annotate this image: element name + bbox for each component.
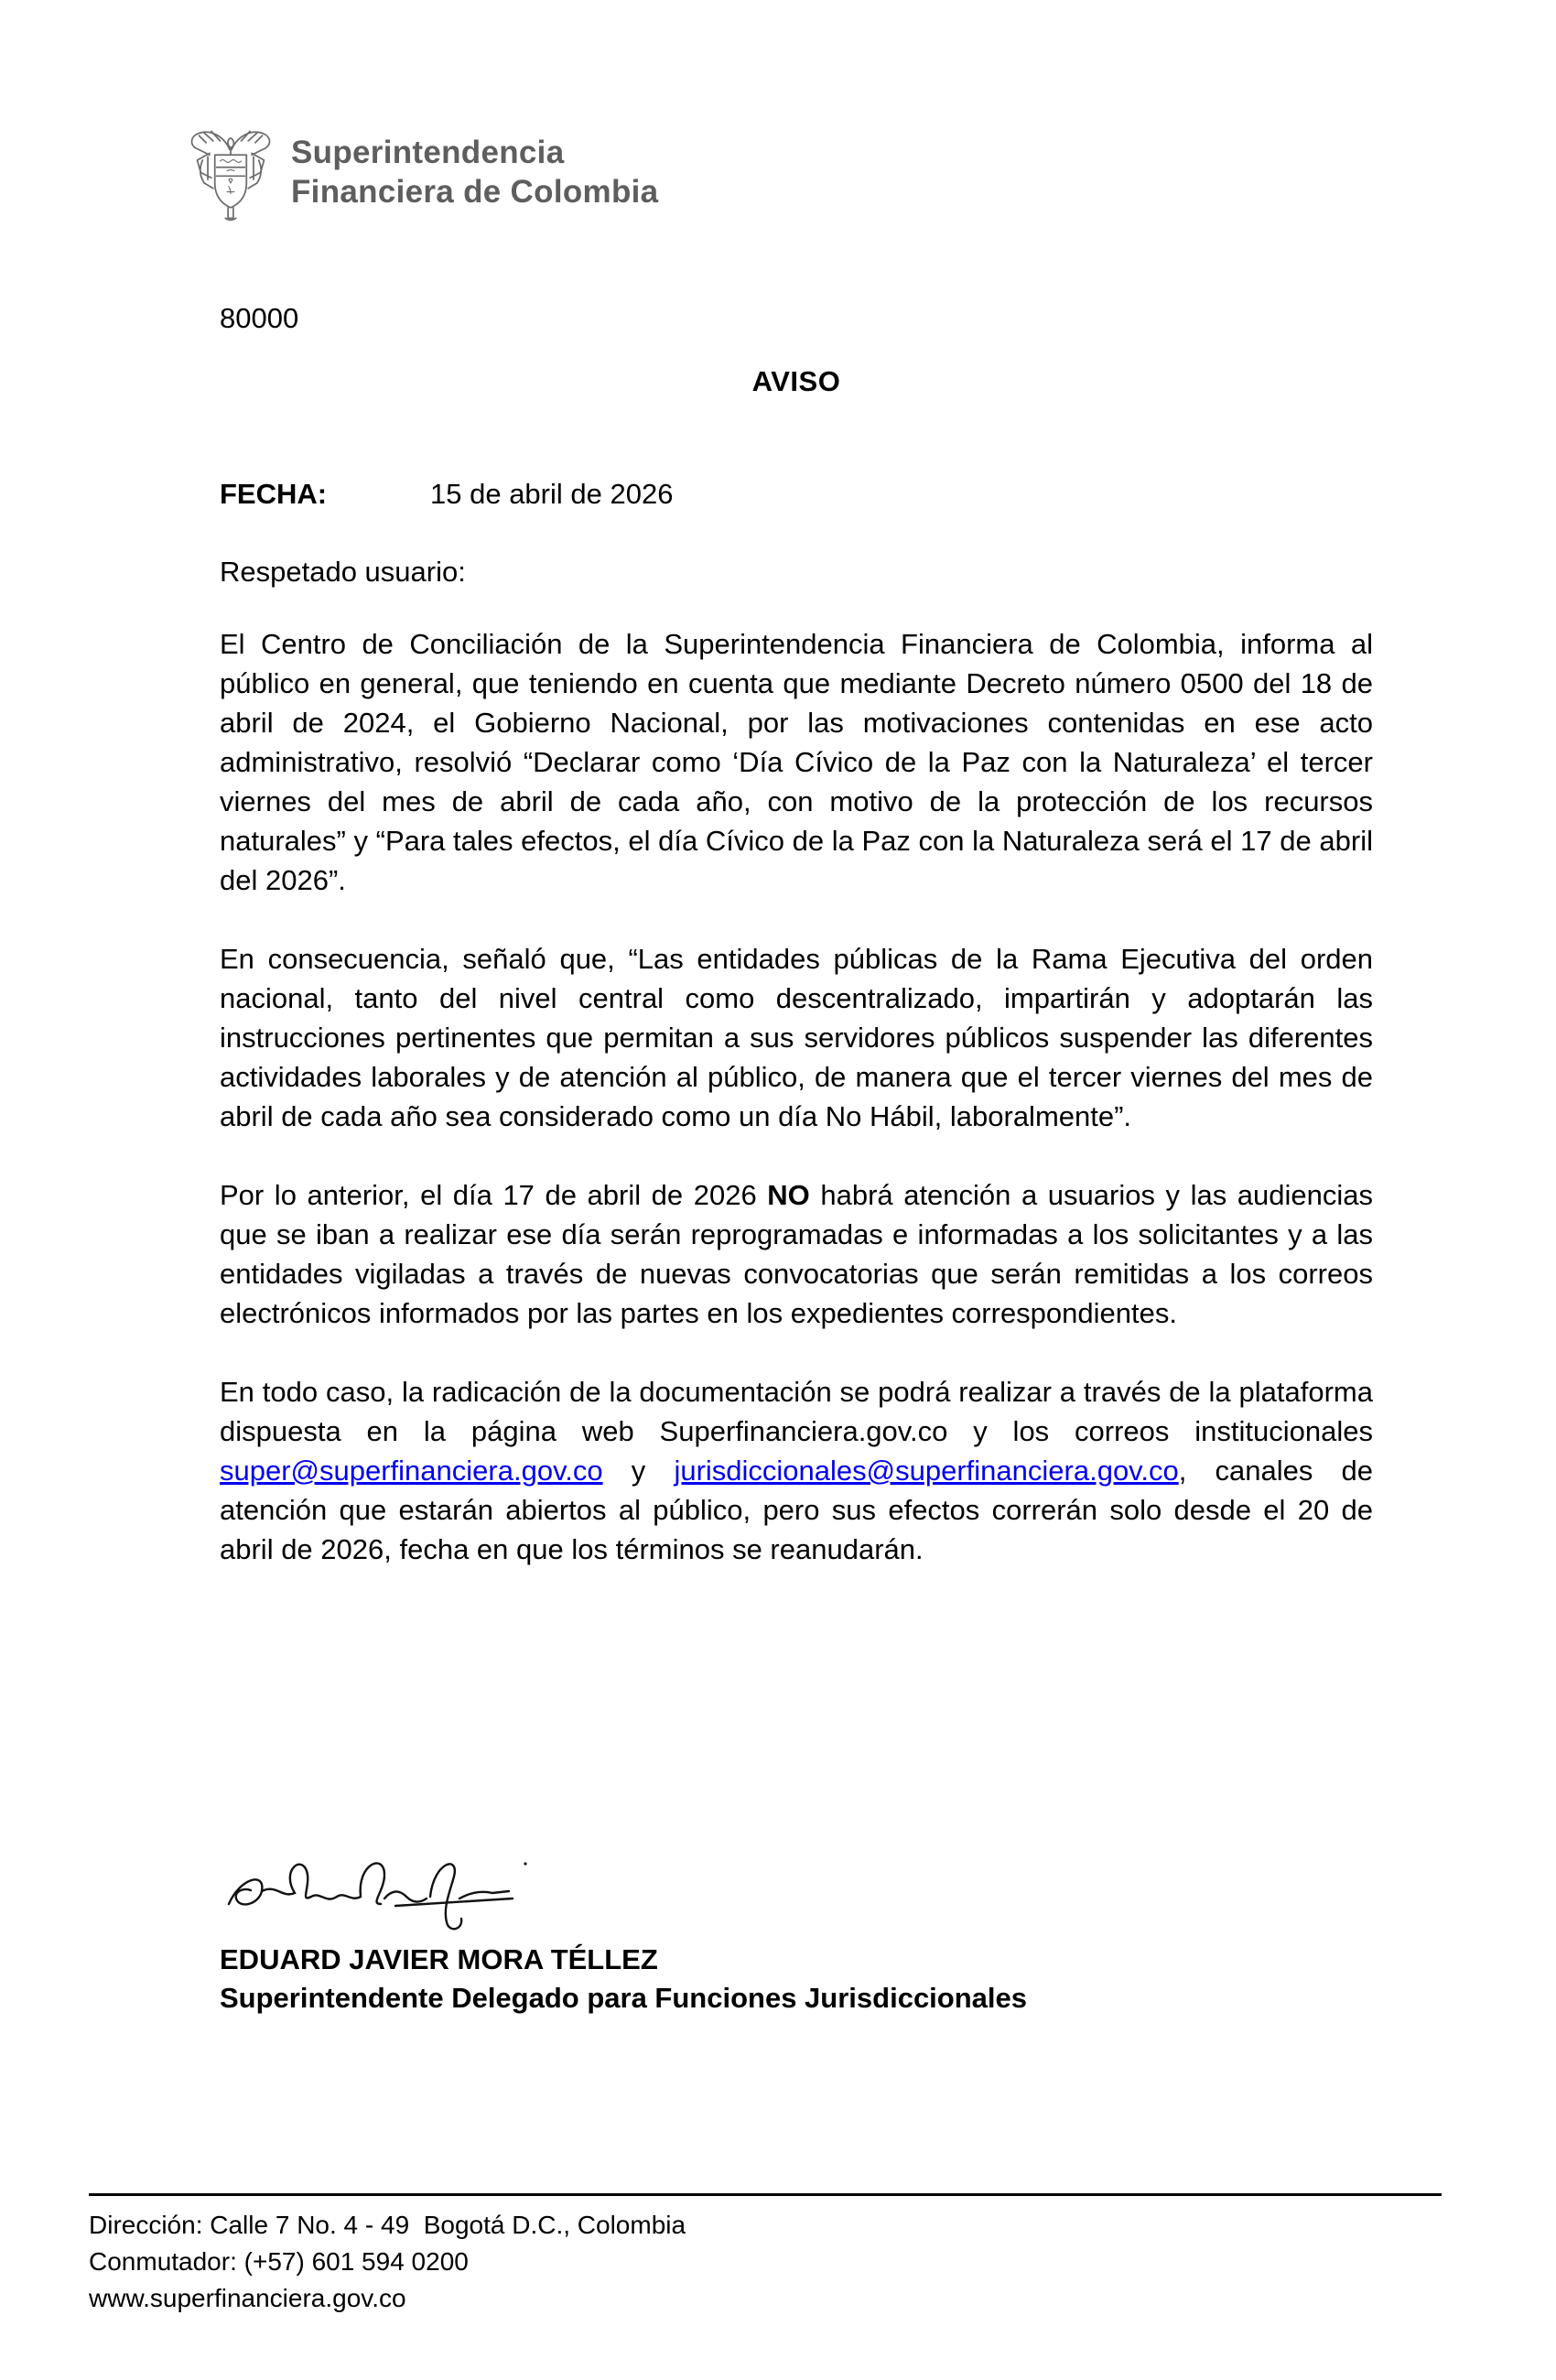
logo	[187, 121, 658, 223]
footer-phone: Conmutador: (+57) 601 594 0200	[89, 2247, 469, 2276]
logo-text	[291, 133, 658, 211]
date-label: FECHA:	[220, 478, 328, 510]
signatory-title: Superintendente Delegado para Funciones Jurisdiccionales	[220, 1982, 1028, 2014]
document-title: AVISO	[751, 365, 841, 397]
body-paragraph-3	[220, 1175, 1373, 1333]
coat-of-arms-icon	[187, 121, 275, 223]
email-link[interactable]: jurisdiccionales@superfinanciera.gov.co	[674, 1455, 1179, 1487]
letter-body	[220, 298, 1373, 1608]
signatory-name: EDUARD JAVIER MORA TÉLLEZ	[220, 1943, 658, 1975]
paragraph-text: En consecuencia, señaló que, “Las entidades públicas de la Rama Ejecutiva del orden nacional, tanto del nivel central como descentralizado, impartirán y adoptarán las instrucciones pertinentes que permitan a sus servidores públicos suspender las diferentes actividades laborales y de atención al público, de manera que el tercer viernes del mes de abril de cada año sea considerado como un día No Hábil, laboralmente”.	[220, 943, 1373, 1132]
emphasis-text: NO	[767, 1179, 810, 1211]
footer-lines	[89, 2207, 1442, 2317]
paragraph-text: Por lo anterior, el día 17 de abril de 2026	[220, 1179, 768, 1211]
handwritten-signature-image	[223, 1847, 535, 1939]
date-value: 15 de abril de 2026	[430, 478, 674, 510]
date-row	[220, 474, 1373, 514]
reference-number: 80000	[220, 302, 299, 334]
logo-line-2: Financiera de Colombia	[291, 174, 659, 210]
footer	[89, 2193, 1442, 2317]
email-link[interactable]: super@superfinanciera.gov.co	[220, 1455, 603, 1487]
footer-address: Dirección: Calle 7 No. 4 - 49 Bogotá D.C., Colombia	[89, 2211, 686, 2239]
footer-website: www.superfinanciera.gov.co	[89, 2284, 406, 2312]
body-paragraph-1	[220, 624, 1373, 900]
body-paragraph-2	[220, 939, 1373, 1136]
logo-line-1: Superintendencia	[291, 135, 565, 170]
signature-block	[220, 1847, 1027, 2018]
body-paragraph-4	[220, 1372, 1373, 1569]
paragraph-text: habrá atención a usuarios y las audiencias que se iban a realizar ese día serán reprogramadas e informadas a los solicitantes y a las entidades vigiladas a través de nuevas convocatorias que serán remitidas a los correos electrónicos informados por las partes en los expedientes correspondientes.	[220, 1179, 1374, 1329]
paragraph-text: En todo caso, la radicación de la documentación se podrá realizar a través de la plataforma dispuesta en la página web Superfinanciera.gov.co y los correos institucionales	[220, 1376, 1373, 1447]
paragraph-text: y	[602, 1455, 675, 1487]
paragraph-text: , canales de atención que estarán abiertos al público, pero sus efectos correrán solo desde el 20 de abril de 2026, fecha en que los términos se reanudarán.	[220, 1455, 1373, 1565]
greeting: Respetado usuario:	[220, 556, 466, 588]
footer-divider	[89, 2193, 1442, 2196]
paragraphs	[220, 624, 1373, 1569]
paragraph-text: El Centro de Conciliación de la Superintendencia Financiera de Colombia, informa al público en general, que teniendo en cuenta que mediante Decreto número 0500 del 18 de abril de 2024, el Gobierno Nacional, por las motivaciones contenidas en ese acto administrativo, resolvió “Declarar como ‘Día Cívico de la Paz con la Naturaleza’ el tercer viernes del mes de abril de cada año, con motivo de la protección de los recursos naturales” y “Para tales efectos, el día Cívico de la Paz con la Naturaleza será el 17 de abril del 2026”.	[220, 628, 1373, 896]
